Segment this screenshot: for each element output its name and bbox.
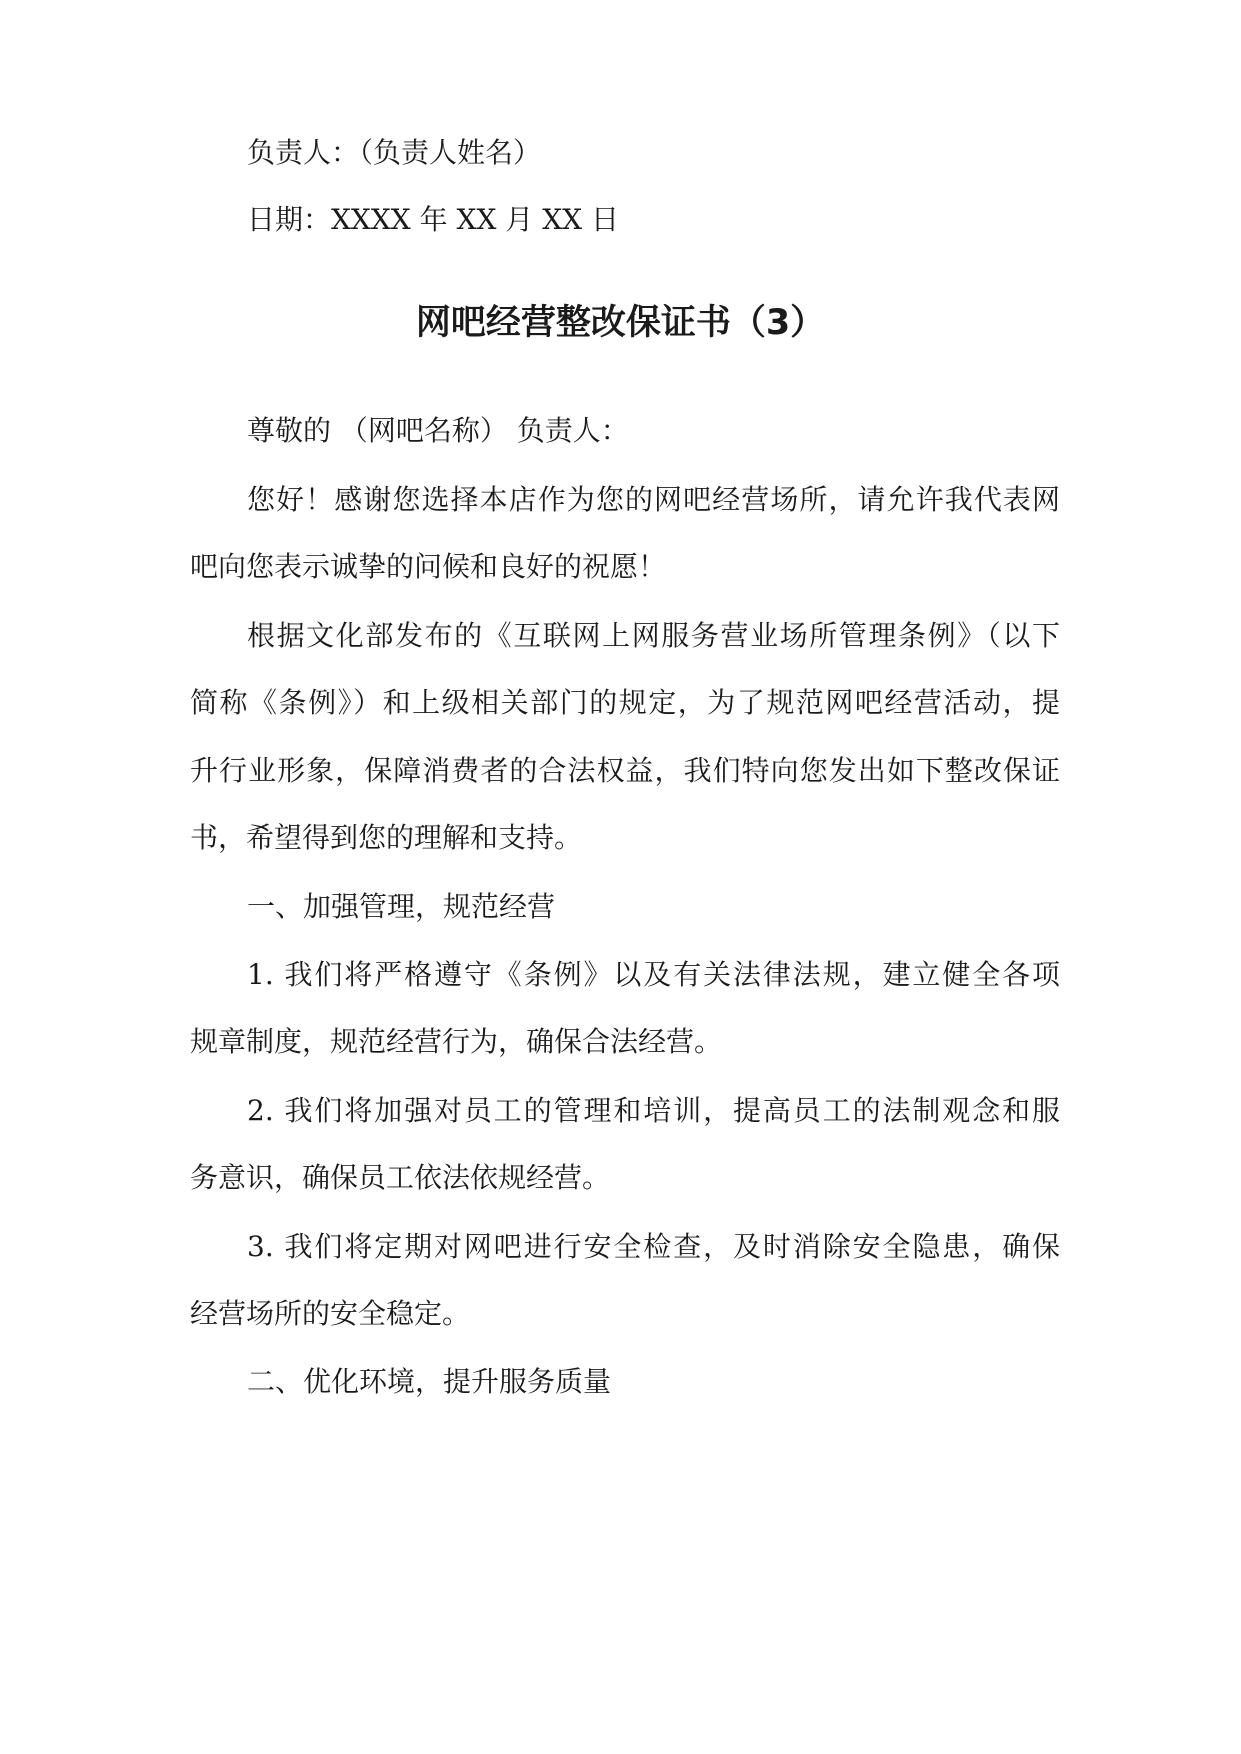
item-2-line-1: 2. 我们将加强对员工的管理和培训，提高员工的法制观念和服 (247, 1094, 1060, 1127)
item-3-line-2: 经营场所的安全稳定。 (190, 1297, 471, 1330)
paragraph-2-line-1: 根据文化部发布的《互联网上网服务营业场所管理条例》（以下 (247, 619, 1060, 652)
document-title: 网吧经营整改保证书（3） (415, 303, 826, 343)
item-2-line-2: 务意识，确保员工依法依规经营。 (190, 1161, 611, 1194)
item-3-line-1: 3. 我们将定期对网吧进行安全检查，及时消除安全隐患，确保 (247, 1230, 1060, 1263)
item-1-line-2: 规章制度，规范经营行为，确保合法经营。 (190, 1025, 723, 1058)
paragraph-2-line-4: 书，希望得到您的理解和支持。 (190, 821, 583, 854)
responsible-person-line: 负责人：（负责人姓名） (247, 136, 542, 169)
paragraph-1-line-2: 吧向您表示诚挚的问候和良好的祝愿！ (190, 550, 667, 583)
item-1-line-1: 1. 我们将严格遵守《条例》以及有关法律法规，建立健全各项 (247, 958, 1060, 991)
salutation: 尊敬的 （网吧名称） 负责人： (247, 414, 629, 447)
section-1-heading: 一、加强管理，规范经营 (247, 890, 556, 923)
paragraph-2-line-3: 升行业形象，保障消费者的合法权益，我们特向您发出如下整改保证 (190, 754, 1060, 787)
paragraph-1-line-1: 您好！感谢您选择本店作为您的网吧经营场所，请允许我代表网 (247, 483, 1060, 516)
paragraph-2-line-2: 简称《条例》）和上级相关部门的规定，为了规范网吧经营活动，提 (190, 686, 1060, 719)
date-line: 日期：XXXX 年 XX 月 XX 日 (247, 203, 619, 236)
section-2-heading: 二、优化环境，提升服务质量 (247, 1365, 612, 1398)
